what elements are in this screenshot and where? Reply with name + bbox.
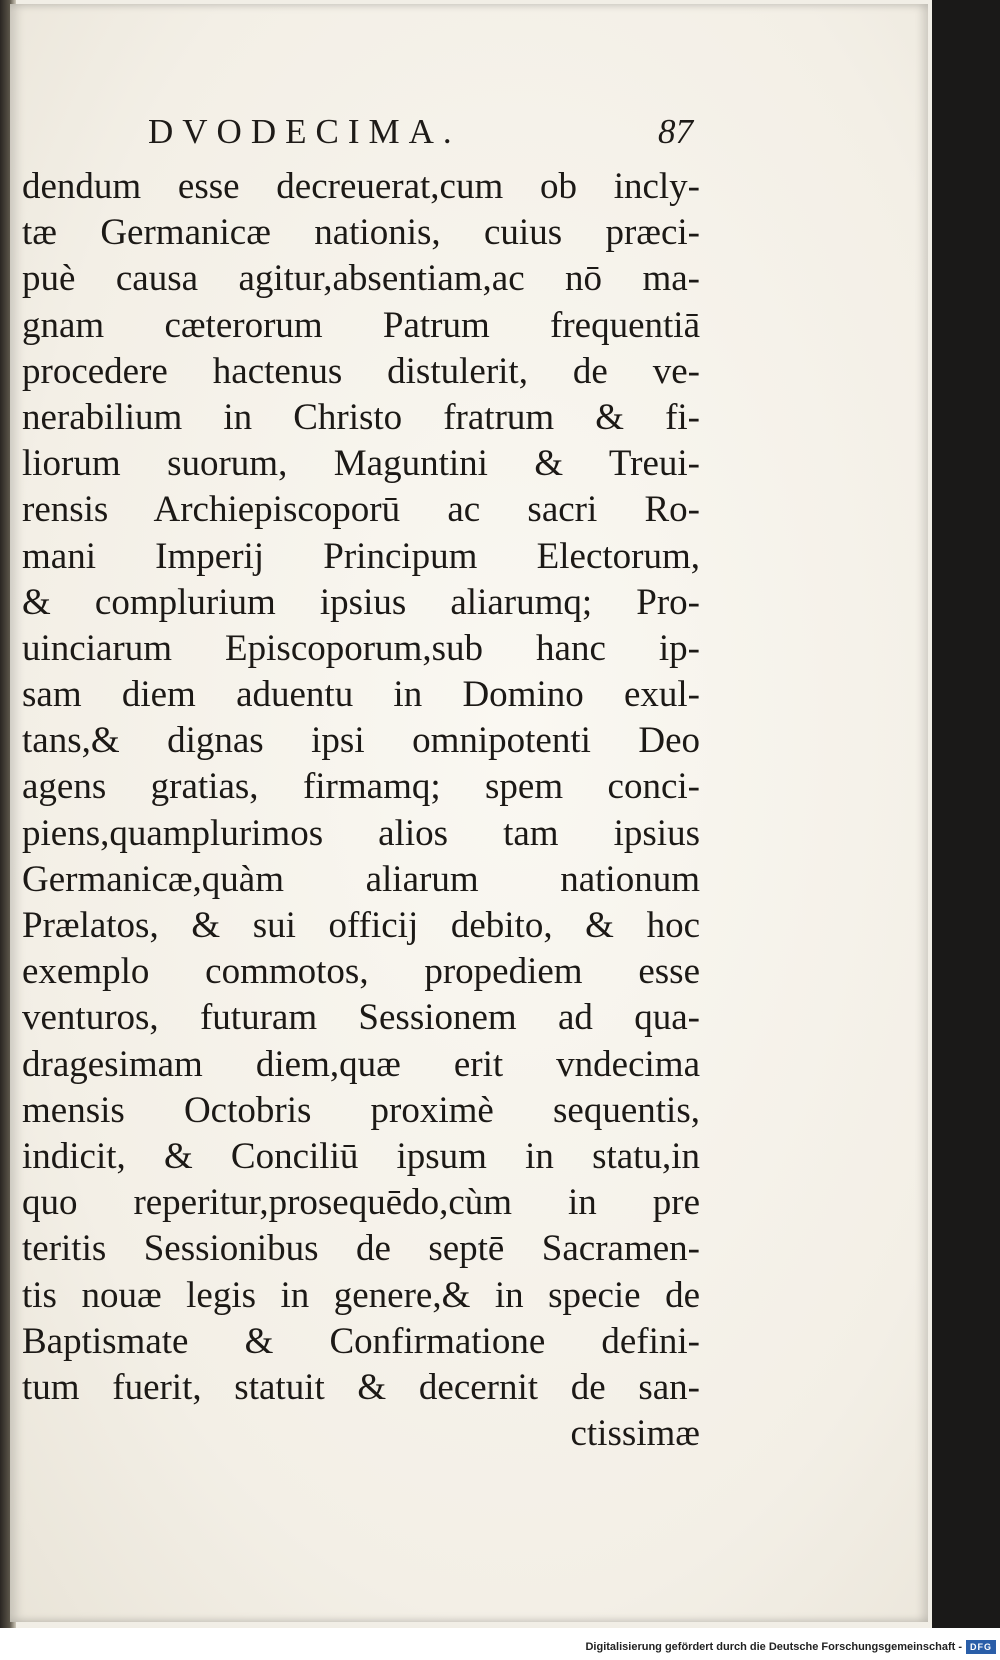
text-line: mani Imperij Principum Electorum, [22, 535, 700, 577]
text-line: tum fuerit, statuit & decernit de san- [22, 1366, 700, 1408]
text-line: mensis Octobris proximè sequentis, [22, 1089, 700, 1131]
text-line: tis nouæ legis in genere,& in specie de [22, 1274, 700, 1316]
text-line: rensis Archiepiscoporū ac sacri Ro- [22, 489, 700, 531]
text-line: exemplo commotos, propediem esse [22, 951, 700, 993]
text-line: liorum suorum, Maguntini & Treui- [22, 443, 700, 485]
text-line: puè causa agitur,absentiam,ac nō ma- [22, 258, 700, 300]
running-head: DVODECIMA. [148, 112, 461, 151]
text-line: quo reperitur,prosequēdo,cùm in pre [22, 1182, 700, 1224]
text-line: dragesimam diem,quæ erit vndecima [22, 1043, 700, 1085]
text-line: Baptismate & Confirmatione defini- [22, 1320, 700, 1362]
text-line: nerabilium in Christo fratrum & fi- [22, 396, 700, 438]
text-line: agens gratias, firmamq; spem conci- [22, 766, 700, 808]
text-block [22, 164, 700, 1457]
text-line: procedere hactenus distulerit, de ve- [22, 350, 700, 392]
page-number: 87 [658, 112, 693, 151]
text-line: gnam cæterorum Patrum frequentiā [22, 304, 700, 346]
text-line: dendum esse decreuerat,cum ob incly- [22, 166, 700, 207]
text-line: teritis Sessionibus de septē Sacramen- [22, 1228, 700, 1270]
text-line: Germanicæ,quàm aliarum nationum [22, 858, 700, 900]
text-line: ctissimæ [570, 1413, 700, 1455]
text-line: tans,& dignas ipsi omnipotenti Deo [22, 720, 700, 762]
text-line: tæ Germanicæ nationis, cuius præci- [22, 212, 700, 254]
text-line: & complurium ipsius aliarumq; Pro- [22, 581, 700, 623]
text-line: indicit, & Conciliū ipsum in statu,in [22, 1135, 700, 1177]
text-line: uinciarum Episcoporum,sub hanc ip- [22, 627, 700, 669]
text-line: Prælatos, & sui officij debito, & hoc [22, 905, 700, 946]
scan-backdrop [932, 0, 1000, 1628]
book-page [10, 4, 928, 1622]
text-line: sam diem aduentu in Domino exul- [22, 674, 700, 716]
text-line: piens,quamplurimos alios tam ipsius [22, 812, 700, 854]
dfg-logo: DFG [966, 1640, 996, 1654]
text-line: venturos, futuram Sessionem ad qua- [22, 997, 700, 1039]
footer-credit: Digitalisierung gefördert durch die Deutsche Forschungsgemeinschaft - [585, 1641, 962, 1653]
